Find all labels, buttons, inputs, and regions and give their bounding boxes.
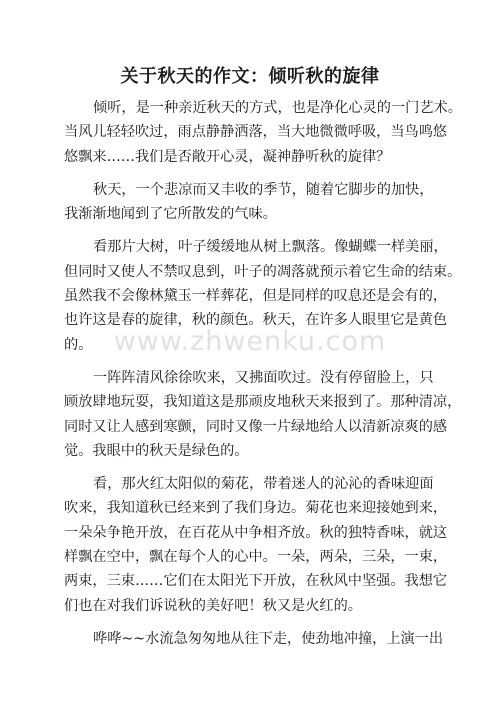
text-line: 样飘在空中，飘在每个人的心中。一朵，两朵，三朵，一束， — [64, 549, 448, 566]
text-line: 吹来，我知道秋已经来到了我们身边。菊花也来迎接她到来， — [64, 500, 448, 517]
text-line: 也许这是春的旋律，秋的颜色。秋天，在许多人眼里它是黄色 — [64, 312, 448, 329]
text-line: 一阵阵清风徐徐吹来，又拂面吹过。没有停留脸上，只 — [93, 369, 434, 386]
text-line: 悠飘来……我们是否敞开心灵，凝神静听秋的旋律？ — [64, 148, 391, 165]
text-line: 顾放肆地玩耍，我知道这是那顽皮地秋天来报到了。那种清凉， — [64, 394, 462, 411]
paragraph — [64, 178, 444, 227]
text-line: 的。 — [64, 336, 93, 353]
document-title: 关于秋天的作文：倾听秋的旋律 — [120, 66, 380, 87]
text-line: 我渐渐地闻到了它所散发的气味。 — [64, 206, 277, 223]
text-line: 倾听，是一种亲近秋天的方式，也是净化心灵的一门艺术。 — [93, 100, 462, 116]
paragraph — [64, 235, 462, 356]
document-body — [64, 96, 462, 651]
text-line: 秋天，一个悲凉而又丰收的季节，随着它脚步的加快， — [93, 181, 434, 198]
paragraph — [64, 472, 448, 618]
paragraph — [64, 627, 444, 651]
text-line: 同时又让人感到寒颤，同时又像一片绿地给人以清新凉爽的感 — [64, 418, 448, 435]
text-line: 当风儿轻轻吹过，雨点静静洒落，当大地微微呼吸，当鸟鸣悠 — [64, 124, 448, 141]
text-line: 们也在对我们诉说秋的美好吧！秋又是火红的。 — [64, 597, 362, 614]
text-line: 两束，三束……它们在太阳光下开放，在秋风中坚强。我想它 — [64, 573, 448, 590]
text-line: 看那片大树，叶子缓缓地从树上飘落。像蝴蝶一样美丽， — [93, 239, 448, 256]
paragraph — [64, 96, 462, 169]
text-line: 虽然我不会像林黛玉一样葬花，但是同样的叹息还是会有的， — [64, 288, 448, 305]
watermark: www.zhwenku.com — [113, 326, 387, 357]
text-line: 一朵朵争艳开放，在百花从中争相齐放。秋的独特香味，就这 — [64, 524, 448, 541]
text-line: 觉。我眼中的秋天是绿色的。 — [64, 442, 249, 459]
text-line: 看，那火红太阳似的菊花，带着迷人的沁沁的香味迎面 — [93, 476, 434, 493]
text-line: 但同时又使人不禁叹息到，叶子的凋落就预示着它生命的结束。 — [64, 263, 462, 280]
text-line: 哗哗~~水流急匆匆地从往下走，使劲地冲撞，上演一出 — [93, 630, 444, 647]
paragraph — [64, 366, 462, 463]
